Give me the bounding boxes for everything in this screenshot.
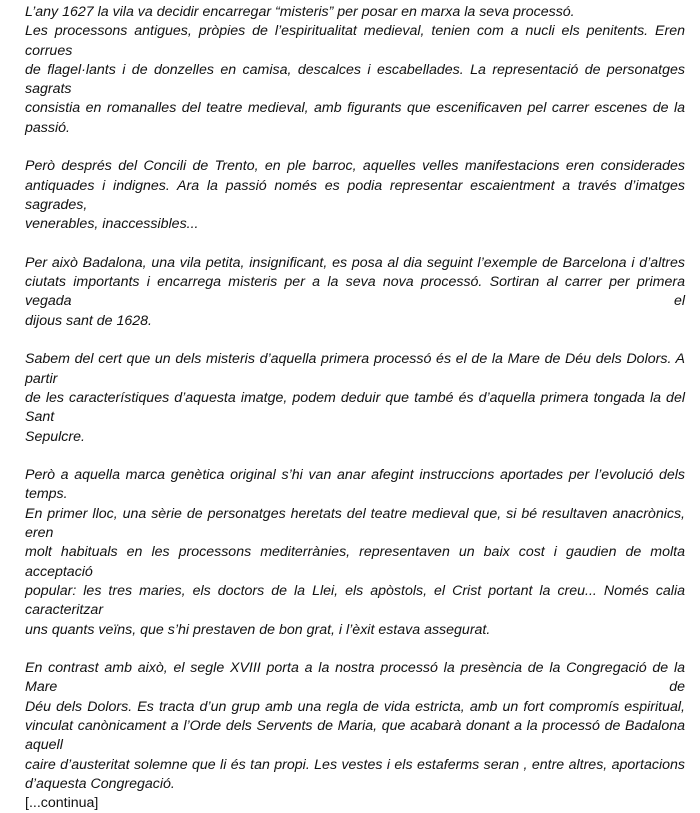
text-line: vinculat canònicament a l’Orde dels Servents de Maria, que acabarà donant a la processó de Badalona aquell bbox=[25, 717, 685, 754]
paragraph-3 bbox=[25, 254, 685, 331]
text-line: En contrast amb això, el segle XVIII porta a la nostra processó la presència de la Congregació de la Mare de bbox=[25, 660, 685, 696]
text-line: consistia en romanalles del teatre medieval, amb figurants que escenificaven pel carrer escenes de la passió. bbox=[25, 100, 685, 136]
text-line: Déu dels Dolors. Es tracta d’un grup amb una regla de vida estricta, amb un fort compromís espiritual, bbox=[25, 698, 685, 715]
paragraph-4 bbox=[25, 350, 685, 446]
text-line: Sepulcre. bbox=[25, 428, 85, 445]
text-line: de flagel·lants i de donzelles en camisa, descalces i escabellades. La representació de personatges sagrats bbox=[25, 61, 685, 98]
paragraph-2 bbox=[25, 157, 685, 234]
text-line: venerables, inaccessibles... bbox=[25, 216, 199, 233]
text-line: Per això Badalona, una vila petita, insignificant, es posa al dia seguint l’exemple de Barcelona i d’altres bbox=[25, 254, 685, 271]
document-body bbox=[25, 3, 685, 813]
text-line: uns quants veïns, que s’hi prestaven de bon grat, i l’èxit estava assegurat. bbox=[25, 621, 491, 638]
paragraph-6 bbox=[25, 659, 685, 794]
text-line: popular: les tres maries, els doctors de la Llei, els apòstols, el Crist portant la creu... Només calia caracteritzar bbox=[25, 582, 685, 619]
text-line: Les processons antigues, pròpies de l’espiritualitat medieval, tenien com a nucli els penitents. Eren corrues bbox=[25, 23, 685, 59]
text-line: ciutats importants i encarrega misteris per a la seva nova processó. Sortiran al carrer per primera vegada el bbox=[25, 274, 685, 310]
text-line: L’any 1627 la vila va decidir encarregar “misteris” per posar en marxa la seva processó. bbox=[25, 4, 575, 20]
continuation-note: [...continua] bbox=[25, 795, 99, 812]
text-line: En primer lloc, una sèrie de personatges heretats del teatre medieval que, si bé resultaven anacrònics, eren bbox=[25, 505, 685, 542]
text-line: Sabem del cert que un dels misteris d’aquella primera processó és el de la Mare de Déu dels Dolors. A partir bbox=[25, 351, 685, 387]
text-line: de les característiques d’aquesta imatge, podem deduir que també és d’aquella primera tongada la del Sant bbox=[25, 389, 685, 426]
text-line: caire d’austeritat solemne que li és tan propi. Les vestes i els estaferms seran , entre altres, aportacions bbox=[25, 756, 685, 773]
text-line: antiquades i indignes. Ara la passió només es podia representar escaientment a través d’imatges sagrades, bbox=[25, 177, 685, 213]
text-line: dijous sant de 1628. bbox=[25, 312, 152, 329]
text-line: molt habituals en les processons mediterrànies, representaven un baix cost i gaudien de molta acceptació bbox=[25, 544, 685, 580]
text-line: Però després del Concili de Trento, en ple barroc, aquelles velles manifestacions eren considerades bbox=[25, 158, 685, 175]
text-line: d’aquesta Congregació. bbox=[25, 775, 175, 792]
paragraph-1 bbox=[25, 3, 685, 138]
text-line: Però a aquella marca genètica original s’hi van anar afegint instruccions aportades per l’evolució dels temps. bbox=[25, 467, 685, 503]
